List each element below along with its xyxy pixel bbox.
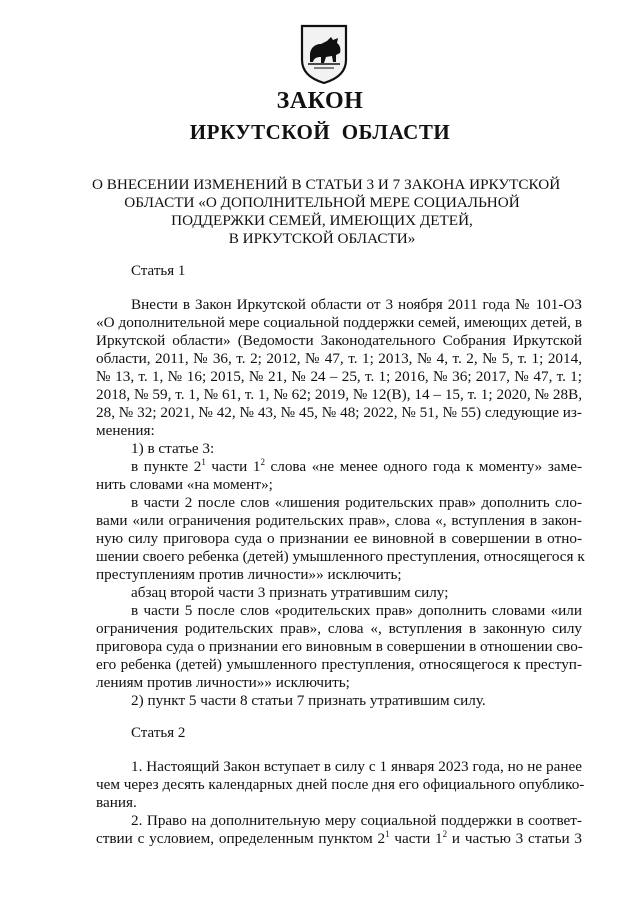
- paragraph-line: вания.: [96, 794, 137, 811]
- paragraph-line: его ребенка (детей) умышленного преступления, относящегося к преступ-: [96, 656, 582, 673]
- line-part: и частью 3 статьи 3: [447, 830, 582, 847]
- paragraph-line: 2018, № 59, т. 1, № 61, т. 1, № 62; 2019, № 12(В), 14 – 15, т. 1; 2020, № 28В,: [96, 386, 582, 403]
- subtitle-line: ОБЛАСТИ «О ДОПОЛНИТЕЛЬНОЙ МЕРЕ СОЦИАЛЬНОЙ: [124, 194, 520, 211]
- paragraph-line: 2) пункт 5 части 8 статьи 7 признать утратившим силу.: [131, 692, 486, 709]
- paragraph-line: 2. Право на дополнительную меру социальной поддержки в соответ-: [131, 812, 582, 829]
- subtitle-line: О ВНЕСЕНИИ ИЗМЕНЕНИЙ В СТАТЬИ 3 И 7 ЗАКОНА ИРКУТСКОЙ: [92, 176, 561, 193]
- law-title: ЗАКОН: [276, 88, 364, 114]
- paragraph-line: приговора суда о признании его виновным в совершении в отношении сво-: [96, 638, 583, 655]
- line-part: части 1: [389, 830, 443, 847]
- paragraph-line: вами «или ограничения родительских прав», слова «, вступления в закон-: [96, 512, 582, 529]
- superscript: 2: [260, 456, 265, 467]
- paragraph-line: «О дополнительной мере социальной поддержки семей, имеющих детей, в: [96, 314, 582, 331]
- paragraph-line: 28, № 32; 2021, № 42, № 43, № 45, № 48; 2022, № 51, № 55) следующие из-: [96, 404, 582, 421]
- paragraph-line: нить словами «на момент»;: [96, 476, 273, 493]
- paragraph-line: № 13, т. 1, № 16; 2015, № 21, № 24 – 25, т. 1; 2016, № 36; 2017, № 47, т. 1;: [96, 368, 582, 385]
- paragraph-line: ную силу приговора суда о признании ее виновной в совершении в отно-: [96, 530, 582, 547]
- article-2-heading: Статья 2: [131, 725, 186, 741]
- superscript: 2: [442, 828, 448, 839]
- paragraph-line: чем через десять календарных дней после дня его официального опублико-: [96, 776, 585, 793]
- irkutsk-coat-of-arms-icon: [300, 24, 348, 84]
- article-1-heading: Статья 1: [131, 263, 186, 279]
- paragraph-line: менения:: [96, 422, 155, 439]
- paragraph-line: Иркутской области» (Ведомости Законодательного Собрания Иркутской: [96, 332, 582, 349]
- paragraph-line: преступлениям против личности»» исключить;: [96, 566, 402, 583]
- line-part: слова «не менее одного года к моменту» заме-: [264, 458, 582, 475]
- paragraph-line: абзац второй части 3 признать утратившим силу;: [131, 584, 449, 601]
- paragraph-line: в части 2 после слов «лишения родительских прав» дополнить сло-: [131, 494, 582, 511]
- line-part: ствии с условием, определенным пунктом 2: [96, 830, 386, 847]
- paragraph-line: [96, 830, 582, 848]
- line-part: в пункте 2: [131, 458, 202, 475]
- subtitle-line: В ИРКУТСКОЙ ОБЛАСТИ»: [228, 230, 416, 247]
- paragraph-line: в части 5 после слов «родительских прав» дополнить словами «или: [131, 602, 582, 619]
- paragraph-line: шении своего ребенка (детей) умышленного преступления, относящегося к: [96, 548, 585, 565]
- paragraph-line: [131, 458, 582, 476]
- paragraph-line: области, 2011, № 36, т. 2; 2012, № 47, т. 1; 2013, № 4, т. 2, № 5, т. 1; 2014,: [96, 350, 582, 367]
- superscript: 1: [201, 456, 206, 467]
- paragraph-line: лениям против личности»» исключить;: [96, 674, 350, 691]
- paragraph-line: ограничения родительских прав», слова «, вступления в законную силу: [96, 620, 582, 637]
- line-part: части 1: [205, 458, 261, 475]
- superscript: 1: [385, 828, 390, 839]
- paragraph-line: 1. Настоящий Закон вступает в силу с 1 января 2023 года, но не ранее: [131, 758, 582, 775]
- law-region-title: ИРКУТСКОЙ ОБЛАСТИ: [189, 120, 451, 144]
- law-subtitle: [92, 176, 561, 248]
- paragraph-line: 1) в статье 3:: [131, 440, 215, 457]
- subtitle-line: ПОДДЕРЖКИ СЕМЕЙ, ИМЕЮЩИХ ДЕТЕЙ,: [171, 212, 473, 229]
- paragraph-line: Внести в Закон Иркутской области от 3 ноября 2011 года № 101-ОЗ: [131, 296, 582, 313]
